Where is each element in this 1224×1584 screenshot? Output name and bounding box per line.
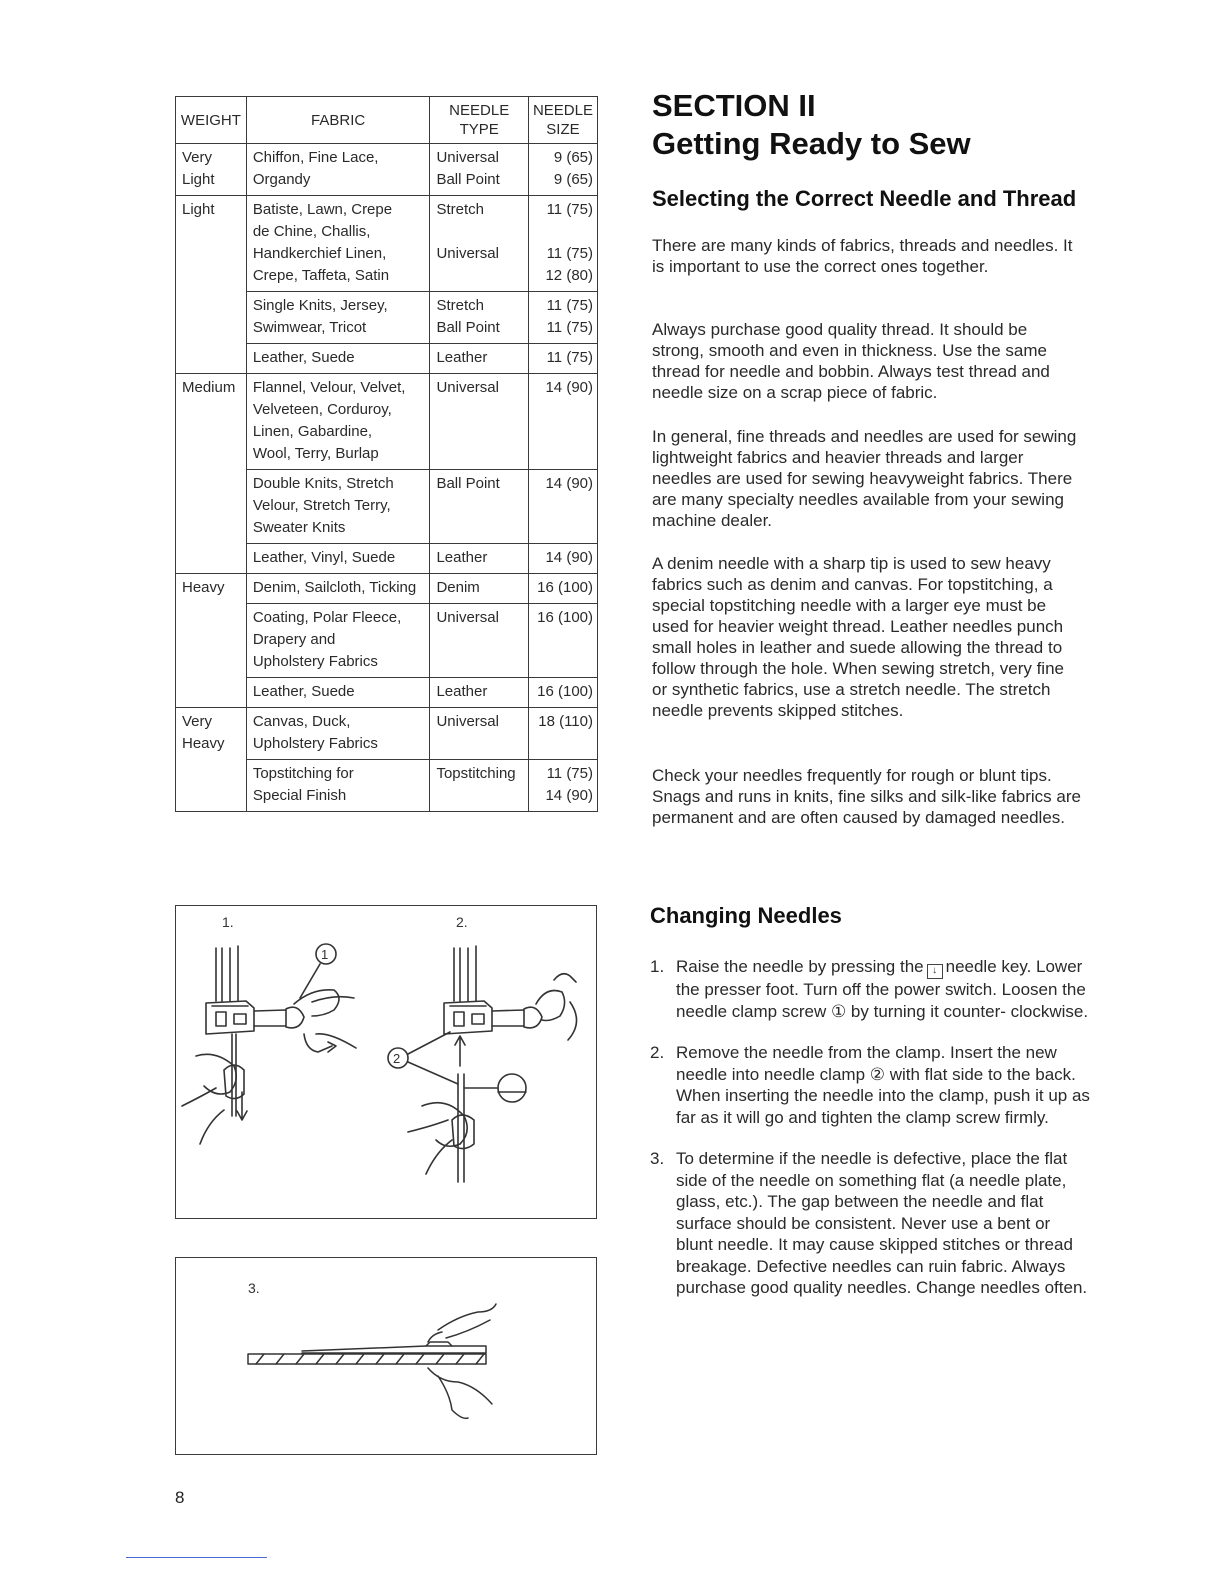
needle-check-illustration [175, 1257, 597, 1455]
fabric-cell: Leather, Suede [246, 678, 430, 708]
page-number: 8 [175, 1488, 185, 1507]
header-weight: WEIGHT [176, 97, 247, 144]
needle-position-key-icon: ↓ [927, 964, 943, 979]
fabric-cell: Topstitching for Special Finish [246, 760, 430, 812]
step-number: 3. [650, 1149, 665, 1168]
needle-size-cell: 14 (90) [528, 544, 597, 574]
needle-type-cell: Leather [430, 544, 529, 574]
callout-number: 1 [321, 947, 329, 962]
needle-size-cell: 11 (75) 11 (75) [528, 292, 597, 344]
needle-type-cell: Universal [430, 604, 529, 678]
needle-thread-paragraph: Check your needles frequently for rough or blunt tips. Snags and runs in knits, fine silks and silk-like fabrics are permanent and are often caused by damaged needles. [652, 766, 1081, 827]
needle-size-cell: 11 (75) [528, 344, 597, 374]
weight-cell: Heavy [176, 574, 247, 708]
needle-change-illustration [175, 905, 597, 1219]
fabric-cell: Leather, Suede [246, 344, 430, 374]
fabric-cell: Leather, Vinyl, Suede [246, 544, 430, 574]
needle-type-cell: Topstitching [430, 760, 529, 812]
step-number: 1. [650, 957, 665, 976]
step-item [650, 1148, 1090, 1299]
fabric-cell: Canvas, Duck, Upholstery Fabrics [246, 708, 430, 760]
needle-type-cell: Leather [430, 678, 529, 708]
needle-type-cell: Denim [430, 574, 529, 604]
needle-size-cell: 16 (100) [528, 678, 597, 708]
table-row [176, 574, 598, 604]
header-fabric: FABRIC [246, 97, 430, 144]
fabric-cell: Coating, Polar Fleece, Drapery and Upholstery Fabrics [246, 604, 430, 678]
needle-type-cell: Stretch Universal [430, 196, 529, 292]
fabric-cell: Denim, Sailcloth, Ticking [246, 574, 430, 604]
needle-thread-table [175, 96, 598, 812]
step-item [650, 1042, 1090, 1128]
needle-size-cell: 11 (75) 14 (90) [528, 760, 597, 812]
needle-size-cell: 9 (65) 9 (65) [528, 144, 597, 196]
needle-size-cell: 16 (100) [528, 574, 597, 604]
needle-type-cell: Ball Point [430, 470, 529, 544]
step-number: 2. [650, 1043, 665, 1062]
figure-label: 1. [222, 914, 234, 930]
step-item [650, 956, 1090, 1022]
fabric-cell: Double Knits, Stretch Velour, Stretch Terry, Sweater Knits [246, 470, 430, 544]
needle-thread-paragraph: There are many kinds of fabrics, threads and needles. It is important to use the correct ones together. [652, 236, 1073, 276]
needle-type-cell: Universal Ball Point [430, 144, 529, 196]
header-needle-type: NEEDLE TYPE [430, 97, 529, 144]
needle-flat-check-drawing [176, 1258, 596, 1454]
needle-type-cell: Leather [430, 344, 529, 374]
step-text: Remove the needle from the clamp. Insert the new needle into needle clamp ② with flat side to the back. When inserting the needle into the clamp, push it up as far as it will go and tighten the clamp screw firmly. [676, 1043, 1090, 1127]
footer-rule [126, 1557, 267, 1558]
needle-type-cell: Universal [430, 708, 529, 760]
step-text-before: Raise the needle by pressing the [676, 957, 924, 976]
needle-thread-paragraph: A denim needle with a sharp tip is used to sew heavy fabrics such as denim and canvas. For topstitching, a special topstitching needle with a larger eye must be used for heavier weight thread. Leather needles punch small holes in leather and suede allowing the thread to follow through the hole. When sewing stretch, very fine or synthetic fabrics, use a stretch needle. The stretch needle prevents skipped stitches. [652, 554, 1064, 720]
needle-type-cell: Universal [430, 374, 529, 470]
table-header-row [176, 97, 598, 144]
table-row [176, 196, 598, 292]
section-title: Getting Ready to Sew [652, 126, 971, 161]
table-row [176, 374, 598, 470]
section-label: SECTION II [652, 88, 816, 123]
needle-thread-paragraph: In general, fine threads and needles are used for sewing lightweight fabrics and heavier threads and larger needles are used for sewing heavyweight fabrics. There are many specialty needles available from your sewing machine dealer. [652, 427, 1077, 530]
changing-needles-heading: Changing Needles [650, 903, 842, 928]
fabric-cell: Single Knits, Jersey, Swimwear, Tricot [246, 292, 430, 344]
changing-needles-steps [650, 956, 1090, 1319]
needle-thread-paragraph: Always purchase good quality thread. It should be strong, smooth and even in thickness. Use the same thread for needle and bobbin. Always test thread and needle size on a scrap piece of fabric. [652, 320, 1050, 402]
fabric-cell: Flannel, Velour, Velvet, Velveteen, Corduroy, Linen, Gabardine, Wool, Terry, Burlap [246, 374, 430, 470]
needle-size-cell: 14 (90) [528, 470, 597, 544]
needle-size-cell: 16 (100) [528, 604, 597, 678]
header-needle-size: NEEDLE SIZE [528, 97, 597, 144]
needle-size-cell: 11 (75) 11 (75) 12 (80) [528, 196, 597, 292]
needle-thread-heading: Selecting the Correct Needle and Thread [652, 186, 1077, 211]
table-row [176, 708, 598, 760]
figure-label: 2. [456, 914, 468, 930]
figure-label: 3. [248, 1280, 260, 1296]
weight-cell: Very Light [176, 144, 247, 196]
table-row [176, 144, 598, 196]
fabric-cell: Batiste, Lawn, Crepe de Chine, Challis, Handkerchief Linen, Crepe, Taffeta, Satin [246, 196, 430, 292]
weight-cell: Light [176, 196, 247, 374]
callout-number: 2 [393, 1051, 401, 1066]
needle-type-cell: Stretch Ball Point [430, 292, 529, 344]
needle-clamp-drawing [176, 906, 596, 1218]
weight-cell: Very Heavy [176, 708, 247, 812]
needle-size-cell: 18 (110) [528, 708, 597, 760]
fabric-cell: Chiffon, Fine Lace, Organdy [246, 144, 430, 196]
needle-size-cell: 14 (90) [528, 374, 597, 470]
weight-cell: Medium [176, 374, 247, 574]
step-text: To determine if the needle is defective, place the flat side of the needle on something flat (a needle plate, glass, etc.). The gap between the needle and flat surface should be consistent. Never use a bent or blunt needle. It may cause skipped stitches or thread breakage. Defective needles can ruin fabric. Always purchase good quality needles. Change needles often. [676, 1149, 1088, 1297]
step-text-after: needle key. Lower the presser foot. Turn off the power switch. Loosen the needle clamp screw ① by turning it counter- clockwise. [676, 957, 1089, 1021]
